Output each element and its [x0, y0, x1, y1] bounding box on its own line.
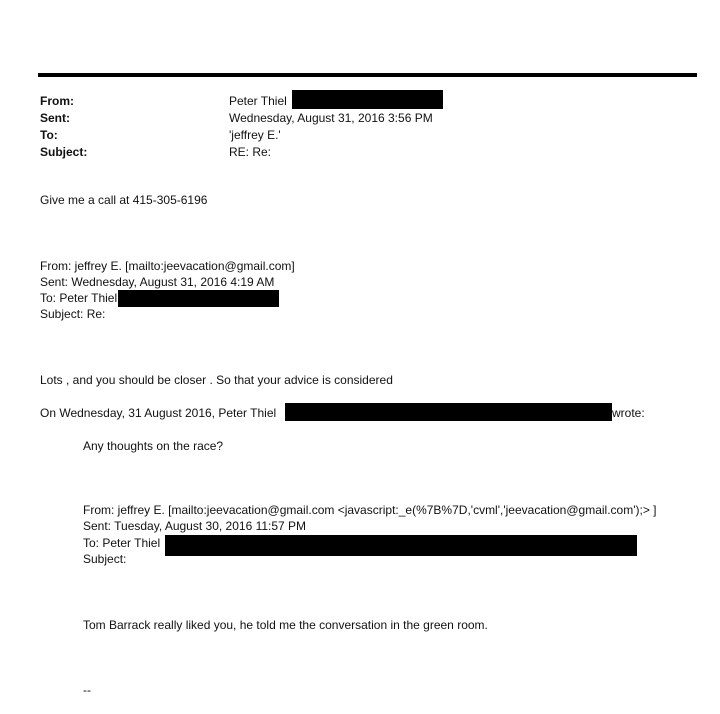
question-line: Any thoughts on the race?	[83, 439, 224, 453]
header-divider	[38, 73, 697, 77]
nested-from: From: jeffrey E. [mailto:jeevacation@gmail.com <javascript:_e(%7B%7D,'cvml','jeevacation@gmail.com');> ]	[83, 503, 657, 517]
redaction-from-email	[292, 90, 443, 109]
sent-label: Sent:	[40, 111, 70, 125]
to-label: To:	[40, 128, 58, 142]
subject-value: RE: Re:	[229, 145, 272, 159]
quoted-from: From: jeffrey E. [mailto:jeevacation@gmail.com]	[40, 259, 295, 273]
signature-dashes: --	[83, 683, 91, 697]
redaction-nested-to-email	[165, 535, 637, 556]
wrote-text: wrote:	[612, 406, 645, 420]
redaction-to-email	[118, 290, 279, 307]
quoted-subject: Subject: Re:	[40, 307, 106, 321]
nested-to: To: Peter Thiel	[83, 536, 161, 550]
body-line: Give me a call at 415-305-6196	[40, 193, 208, 207]
nested-subject: Subject:	[83, 552, 127, 566]
sent-value: Wednesday, August 31, 2016 3:56 PM	[229, 111, 433, 125]
quoted-to: To: Peter Thiel	[40, 291, 118, 305]
from-label: From:	[40, 94, 74, 108]
subject-label: Subject:	[40, 145, 88, 159]
redaction-on-line-email	[285, 403, 612, 421]
to-value: 'jeffrey E.'	[229, 128, 281, 142]
nested-sent: Sent: Tuesday, August 30, 2016 11:57 PM	[83, 519, 307, 533]
from-value: Peter Thiel	[229, 94, 287, 108]
on-date-line: On Wednesday, 31 August 2016, Peter Thiel	[40, 406, 277, 420]
quoted-sent: Sent: Wednesday, August 31, 2016 4:19 AM	[40, 275, 275, 289]
nested-body: Tom Barrack really liked you, he told me the conversation in the green room.	[83, 618, 488, 632]
quoted-body: Lots , and you should be closer . So that your advice is considered	[40, 373, 393, 387]
